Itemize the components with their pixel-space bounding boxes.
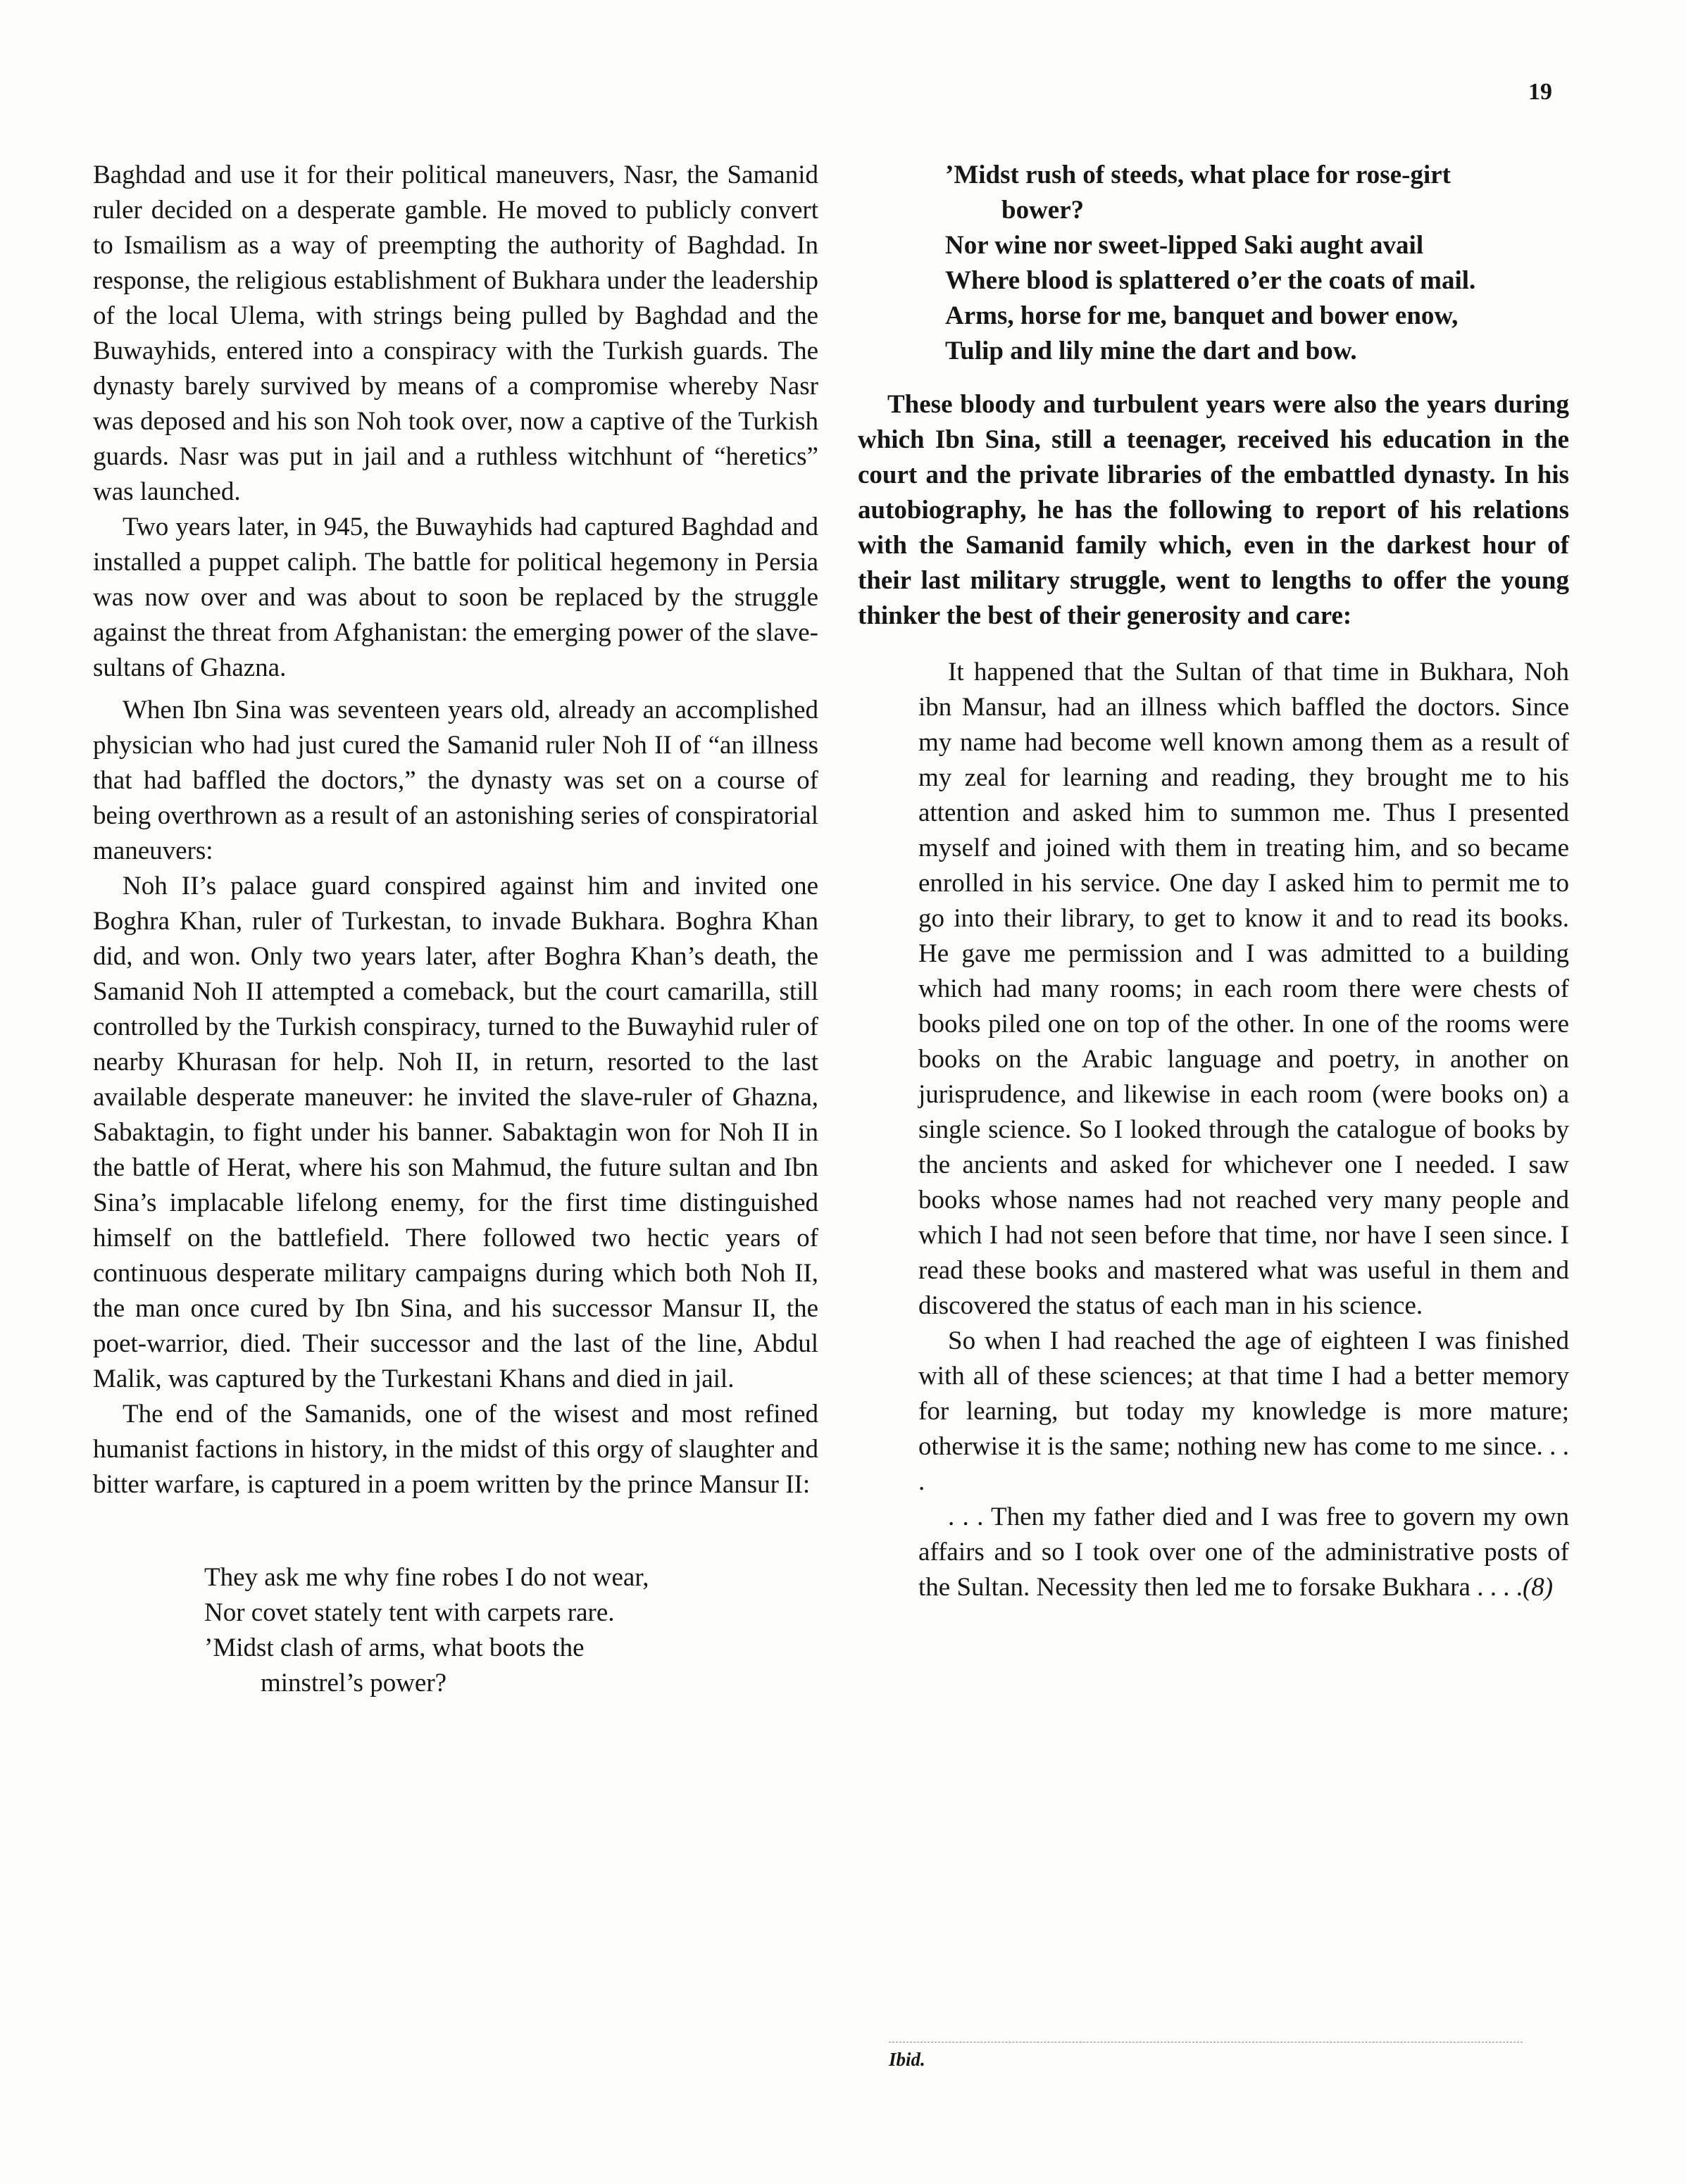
poem-line: minstrel’s power?	[261, 1669, 447, 1697]
poem-line: Arms, horse for me, banquet and bower enow,	[945, 301, 1459, 330]
poem-line: bower?	[1001, 196, 1085, 225]
poem-line: ’Midst rush of steeds, what place for rose-girt	[945, 161, 1451, 189]
paragraph: These bloody and turbulent years were also the years during which Ibn Sina, still a teenager, received his education in the court and the private libraries of the embattled dynasty. In his autobiography, he has the following to report of his relations with the Samanid family which, even in the darkest hour of their last military struggle, went to lengths to offer the young thinker the best of their generosity and care:	[858, 390, 1569, 630]
quote-paragraph: So when I had reached the age of eighteen I was finished with all of these sciences; at that time I had a better memory for learning, but today my knowledge is more mature; otherwise it is the same; nothing new has come to me since. . . .	[918, 1326, 1569, 1496]
right-column	[858, 158, 1569, 1605]
poem-stanza	[93, 1560, 818, 1701]
poem-line: Tulip and lily mine the dart and bow.	[945, 337, 1357, 365]
paragraph: When Ibn Sina was seventeen years old, already an accomplished physician who had just cured the Samanid ruler Noh II of “an illness that had baffled the doctors,” the dynasty was set on a course of being overthrown as a result of an astonishing series of conspiratorial maneuvers:	[93, 696, 818, 865]
paragraph: Baghdad and use it for their political maneuvers, Nasr, the Samanid ruler decided on a desperate gamble. He moved to publicly convert to Ismailism as a way of preempting the authority of Baghdad. In response, the religious establishment of Bukhara under the leadership of the local Ulema, with strings being pulled by Baghdad and the Buwayhids, entered into a conspiracy with the Turkish guards. The dynasty barely survived by means of a compromise whereby Nasr was deposed and his son Noh took over, now a captive of the Turkish guards. Nasr was put in jail and a ruthless witchhunt of “heretics” was launched.	[93, 161, 818, 506]
paragraph: Two years later, in 945, the Buwayhids had captured Baghdad and installed a puppet caliph. The battle for political hegemony in Persia was now over and was about to soon be replaced by the struggle against the threat from Afghanistan: the emerging power of the slave-sultans of Ghazna.	[93, 513, 818, 682]
poem-line: Nor wine nor sweet-lipped Saki aught avail	[945, 231, 1424, 260]
paragraph: The end of the Samanids, one of the wisest and most refined humanist factions in history, in the midst of this orgy of slaughter and bitter warfare, is captured in a poem written by the prince Mansur II:	[93, 1400, 818, 1499]
quote-text: . . . Then my father died and I was free to govern my own affairs and so I took over one of the administrative posts of the Sultan. Necessity then led me to forsake Bukhara . . . .	[918, 1502, 1569, 1602]
poem-stanza	[858, 158, 1569, 369]
quote-paragraph: It happened that the Sultan of that time in Bukhara, Noh ibn Mansur, had an illness which baffled the doctors. Since my name had become well known among them as a result of my zeal for learning and reading, they brought me to his attention and asked him to summon me. Thus I presented myself and joined with them in treating him, and so became enrolled in his service. One day I asked him to permit me to go into their library, to get to know it and to read its books. He gave me permission and I was admitted to a building which had many rooms; in each room there were chests of books piled one on top of the other. In one of the rooms were books on the Arabic language and poetry, in another on jurisprudence, and likewise in each room (were books on) a single science. So I looked through the catalogue of books by the ancients and asked for whichever one I needed. I saw books whose names had not reached very many people and which I had not seen before that time, nor have I seen since. I read these books and mastered what was useful in them and discovered the status of each man in his science.	[918, 658, 1569, 1320]
poem-line: They ask me why fine robes I do not wear,	[204, 1563, 649, 1592]
citation-mark: (8)	[1522, 1573, 1554, 1602]
poem-line: Nor covet stately tent with carpets rare.	[204, 1598, 615, 1627]
poem-line: Where blood is splattered o’er the coats of mail.	[945, 266, 1476, 295]
block-quote	[858, 655, 1569, 1605]
paragraph: Noh II’s palace guard conspired against him and invited one Boghra Khan, ruler of Turkestan, to invade Bukhara. Boghra Khan did, and won. Only two years later, after Boghra Khan’s death, the Samanid Noh II attempted a comeback, but the court camarilla, still controlled by the Turkish conspiracy, turned to the Buwayhid ruler of nearby Khurasan for help. Noh II, in return, resorted to the last available desperate maneuver: he invited the slave-ruler of Ghazna, Sabaktagin, to fight under his banner. Sabaktagin won for Noh II in the battle of Herat, where his son Mahmud, the future sultan and Ibn Sina’s implacable lifelong enemy, for the first time distinguished himself on the battlefield. There followed two hectic years of continuous desperate military campaigns during which both Noh II, the man once cured by Ibn Sina, and his successor Mansur II, the poet-warrior, died. Their successor and the last of the line, Abdul Malik, was captured by the Turkestani Khans and died in jail.	[93, 872, 818, 1393]
poem-line: ’Midst clash of arms, what boots the	[204, 1633, 585, 1662]
footnote: Ibid.	[889, 2049, 925, 2070]
quote-paragraph	[918, 1500, 1569, 1605]
left-column	[93, 158, 818, 1701]
page-number: 19	[1528, 79, 1552, 105]
